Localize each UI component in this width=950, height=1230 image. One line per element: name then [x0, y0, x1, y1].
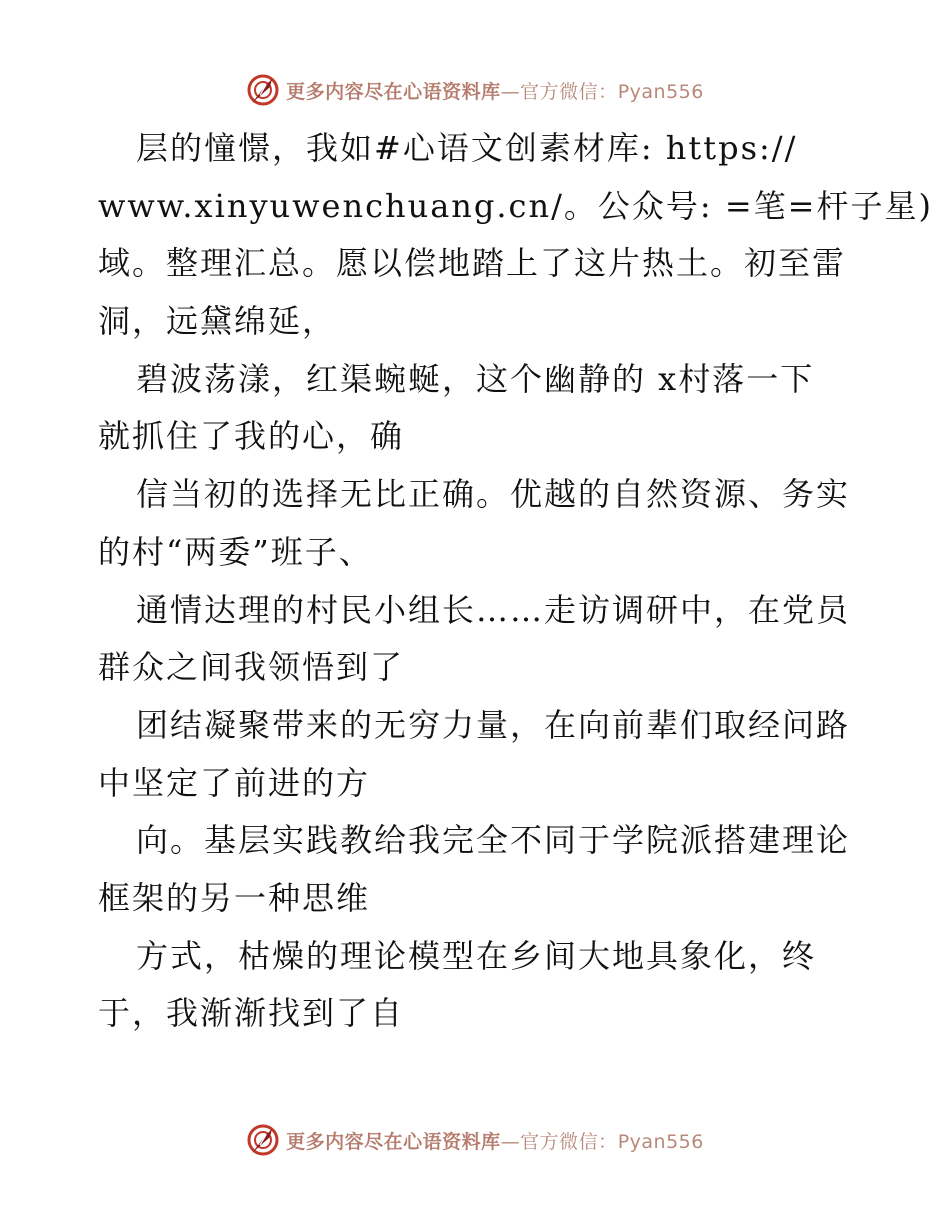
header-banner	[0, 70, 950, 110]
footer-banner	[0, 1120, 950, 1160]
text-line: 信当初的选择无比正确。优越的自然资源、务实	[136, 475, 851, 514]
text-line: 碧波荡漾，红渠蜿蜒，这个幽静的 x村落一下	[136, 359, 815, 398]
text-line: 方式，枯燥的理论模型在乡间大地具象化，终	[136, 936, 817, 975]
text-line: 的村“两委”班子、	[98, 532, 373, 571]
text-line: 中坚定了前进的方	[98, 763, 371, 802]
text-line: 层的憧憬，我如#心语文创素材库: https://	[136, 129, 798, 167]
text-line: 群众之间我领悟到了	[98, 648, 405, 687]
text-line: 于，我渐渐找到了自	[98, 994, 405, 1033]
quill-logo-icon	[246, 73, 280, 107]
text-line: 向。基层实践教给我完全不同于学院派搭建理论	[136, 821, 851, 860]
quill-logo-icon	[246, 1123, 280, 1157]
footer-banner-text: 更多内容尽在心语资料库—官方微信：Pyan556	[286, 1130, 704, 1153]
header-banner-text: 更多内容尽在心语资料库—官方微信：Pyan556	[286, 80, 704, 103]
text-line: 团结凝聚带来的无穷力量，在向前辈们取经问路	[136, 705, 851, 744]
text-line: 框架的另一种思维	[98, 878, 371, 917]
document-body	[98, 120, 933, 1043]
text-line: 域。整理汇总。愿以偿地踏上了这片热土。初至雷	[98, 244, 847, 283]
text-line: www.xinyuwenchuang.cn/。公众号: =笔=杆子星)	[98, 186, 933, 225]
text-line: 通情达理的村民小组长……走访调研中，在党员	[136, 590, 851, 629]
text-line: 洞，远黛绵延，	[98, 302, 337, 341]
text-line: 就抓住了我的心，确	[98, 417, 405, 456]
